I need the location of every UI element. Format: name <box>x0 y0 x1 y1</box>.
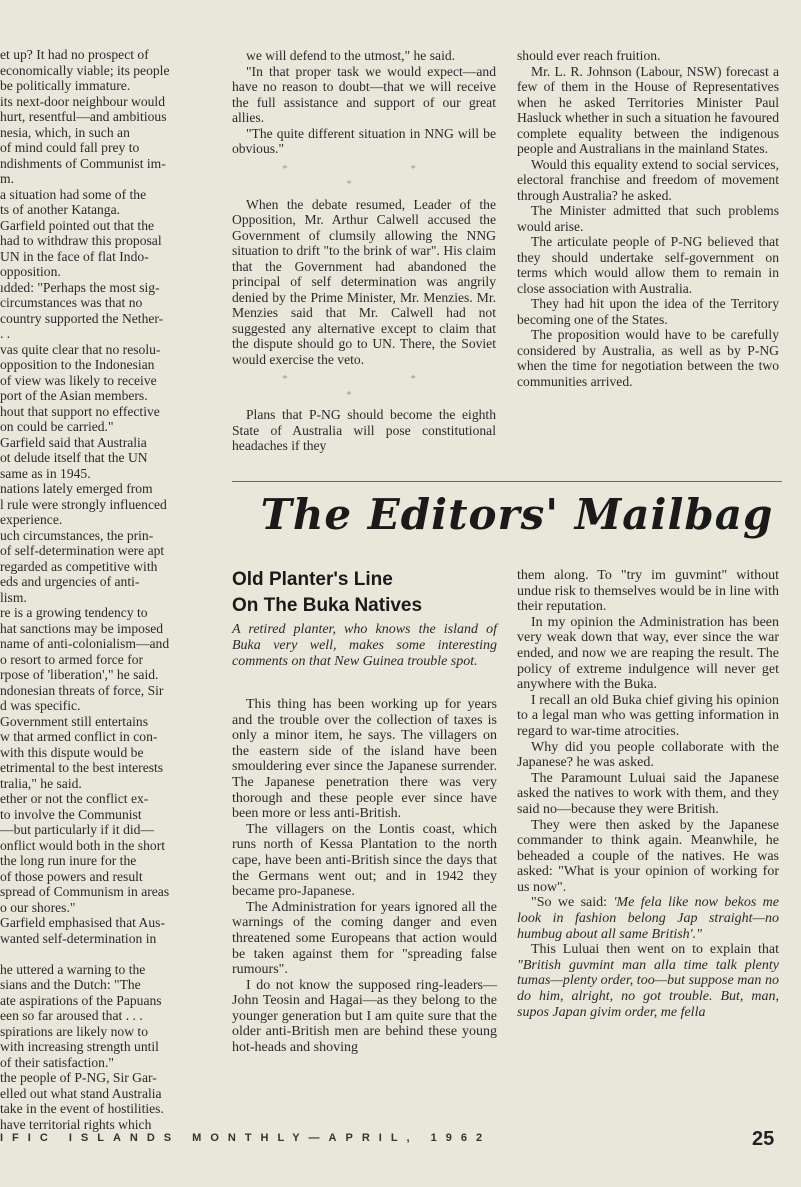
article-headline <box>232 567 502 619</box>
text-line: the people of P-NG, Sir Gar- <box>0 1070 157 1085</box>
text-line: ate aspirations of the Papuans <box>0 992 162 1008</box>
text-line: w that armed conflict in con- <box>0 729 158 744</box>
text-line: of those powers and result <box>0 868 143 884</box>
text-line: onflict would both in the short <box>0 837 165 853</box>
text-line: regarded as competitive with <box>0 558 158 574</box>
text-line: wanted self-determination in <box>0 930 157 946</box>
pidgin-quote: 'Me fela like now bekos me look in fashion belong Jap straight—no humbug about all same British'." <box>517 895 779 942</box>
paragraph: They were then asked by the Japanese commander to think again. Meanwhile, he beheaded a couple of the natives. He was asked: "What is your opinion of working for us now". <box>517 817 779 895</box>
text-line: spread of Communism in areas <box>0 884 170 899</box>
text-line: d was specific. <box>0 698 81 713</box>
text-line: rpose of 'liberation'," he said. <box>0 667 159 682</box>
paragraph: "The quite different situation in NNG will be obvious." <box>232 125 496 156</box>
headline-line-2: On The Buka Natives <box>232 595 423 616</box>
text-line: ot delude itself that the UN <box>0 450 148 465</box>
text-line: nesia, which, in such an <box>0 124 130 140</box>
text-line: hout that support no effective <box>0 403 160 419</box>
text-line: port of the Asian members. <box>0 388 148 403</box>
text-line: spirations are likely now to <box>0 1023 148 1039</box>
text-line: have territorial rights which <box>0 1116 152 1132</box>
paragraph: The articulate people of P-NG believed that they should undertake self-government on terms which would allow them to remain in close association with Australia. <box>517 234 779 296</box>
text-line: the long run inure for the <box>0 853 137 868</box>
paragraph-lead: This Luluai then went on to explain that <box>531 942 779 958</box>
section-divider: * * * <box>282 162 476 190</box>
text-line: with increasing strength until <box>0 1039 159 1054</box>
text-line: etrimental to the best interests <box>0 760 164 775</box>
text-line: eds and urgencies of anti- <box>0 574 140 589</box>
page-footer <box>0 1128 801 1152</box>
text-line: its next-door neighbour would <box>0 93 165 109</box>
paragraph: In my opinion the Administration has been very weak down that way, ever since the war ended, and now we are reaping the result. The policy of extreme indulgence will never get anywhere with the Buka. <box>517 614 779 693</box>
paragraph: The Administration for years ignored all the warnings of the coming danger and even threatened some Europeans that action would be taken against them for "spreading false rumours". <box>232 899 497 978</box>
text-line: —but particularly if it did— <box>0 822 155 837</box>
text-line: et up? It had no prospect of <box>0 47 149 62</box>
paragraph: "In that proper task we would expect—and have no reason to doubt—that we will receive the full assistance and support of our great allies. <box>232 63 496 125</box>
text-line: opposition to the Indonesian <box>0 357 155 372</box>
paragraph: should ever reach fruition. <box>517 48 661 63</box>
paragraph: The villagers on the Lontis coast, which runs north of Kessa Plantation to the north cape, have been anti-British since the days that the Germans went out; and in 1942 they became pro-Japanese. <box>232 821 497 900</box>
text-line: Garfield pointed out that the <box>0 217 155 233</box>
text-line: uch circumstances, the prin- <box>0 527 154 543</box>
text-line: of view was likely to receive <box>0 372 157 388</box>
paragraph: we will defend to the utmost," he said. <box>246 48 456 63</box>
paragraph <box>517 895 779 942</box>
right-column-text <box>517 48 779 473</box>
text-line: UN in the face of flat Indo- <box>0 248 149 264</box>
text-line: lism. <box>0 589 27 605</box>
paragraph: When the debate resumed, Leader of the Opposition, Mr. Arthur Calwell accused the Government of clumsily allowing the NNG situation to drift "to the brink of war". His claim that the Government had abandoned the principal of self determination was angrily denied by the Prime Minister, Mr. Menzies. Mr. Menzies said that Mr. Calwell had not suggested any alternative except to claim that the dispute should go to UN. There, the Soviet would exercise the veto. <box>232 196 496 367</box>
text-line: re is a growing tendency to <box>0 605 148 620</box>
paragraph-lead: "So we said: <box>531 895 614 911</box>
paragraph: Mr. L. R. Johnson (Labour, NSW) forecast a few of them in the House of Representatives when he asked Territories Minister Paul Hasluck whether in such a situation he favoured complete equality between the indigenous people and Australians in the mainland States. <box>517 63 779 156</box>
text-line: of mind could fall prey to <box>0 140 140 155</box>
paragraph: They had hit upon the idea of the Territory becoming one of the States. <box>517 296 779 327</box>
text-line: ıdded: "Perhaps the most sig- <box>0 279 160 295</box>
paragraph: I do not know the supposed ring-leaders—John Teosin and Hagai—as they belong to the younger generation but I am quite sure that the older anti-British men are behind these young hot-heads and shoving <box>232 977 497 1056</box>
text-line: of their satisfaction." <box>0 1054 114 1070</box>
text-line: vas quite clear that no resolu- <box>0 341 161 357</box>
text-line: on could be carried." <box>0 419 114 434</box>
text-line: o resort to armed force for <box>0 651 144 667</box>
publication-name: IFIC ISLANDS MONTHLY—APRIL, 1962 <box>0 1132 492 1144</box>
text-line: . . <box>0 326 11 341</box>
paragraph: This thing has been working up for years and the trouble over the collection of taxes is only a minor item, he says. The villagers on the eastern side of the island have been smouldering ever since the Japanese surrender. The Japanese penetration there was very thorough and these people ever since have been more or less anti-British. <box>232 697 497 822</box>
pidgin-quote: "British guvmint man alla time talk plenty tumas—plenty order, too—but suppose man no do him, alright, no got trouble. But, man, supos Japan givim order, me fella <box>517 957 779 1020</box>
text-line: sians and the Dutch: "The <box>0 977 141 992</box>
text-line: Garfield emphasised that Aus- <box>0 915 165 930</box>
paragraph: Would this equality extend to social services, electoral franchise and freedom of movement through Australia? he asked. <box>517 156 779 203</box>
paragraph: The Paramount Luluai said the Japanese asked the natives to work with them, and they said no—because they were British. <box>517 770 779 817</box>
text-line: l rule were strongly influenced <box>0 496 167 512</box>
text-line: same as in 1945. <box>0 465 91 481</box>
text-line: ts of another Katanga. <box>0 202 121 217</box>
left-column-text <box>0 47 213 1132</box>
paragraph: them along. To "try im guvmint" without undue risk to themselves would be in line with their reputation. <box>517 568 779 615</box>
text-line: m. <box>0 171 14 186</box>
article-intro: A retired planter, who knows the island of Buka very well, makes some interesting comments on that New Guinea trouble spot. <box>232 622 497 669</box>
text-line: experience. <box>0 512 63 527</box>
text-line: hat sanctions may be imposed <box>0 620 164 636</box>
text-line: of self-determination were apt <box>0 543 165 558</box>
text-line: he uttered a warning to the <box>0 961 146 977</box>
text-line: take in the event of hostilities. <box>0 1101 164 1116</box>
section-divider: * * * <box>282 373 476 401</box>
text-line: with this dispute would be <box>0 744 144 760</box>
mailbag-column-right <box>517 568 779 1081</box>
text-line <box>0 946 213 962</box>
text-line: country supported the Nether- <box>0 310 164 326</box>
text-line: hurt, resentful—and ambitious <box>0 109 167 124</box>
page-number: 25 <box>752 1128 775 1150</box>
mailbag-masthead: The Editors' Mailbag <box>260 490 774 539</box>
text-line: circumstances was that no <box>0 295 143 310</box>
text-line: Garfield said that Australia <box>0 434 147 450</box>
paragraph: The Minister admitted that such problems would arise. <box>517 203 779 234</box>
middle-column-text <box>232 48 496 473</box>
text-line: a situation had some of the <box>0 186 147 202</box>
text-line: ndishments of Communist im- <box>0 155 166 171</box>
paragraph: The proposition would have to be carefully considered by Australia, as well as by P-NG when the time for negotiation between the two communities arrived. <box>517 327 779 389</box>
text-line: een so far aroused that . . . <box>0 1008 143 1023</box>
text-line: elled out what stand Australia <box>0 1085 162 1101</box>
text-line: o our shores." <box>0 899 76 915</box>
text-line: had to withdraw this proposal <box>0 233 162 248</box>
text-line: economically viable; its people <box>0 62 170 78</box>
text-line: ndonesian threats of force, Sir <box>0 682 164 698</box>
text-line: tralia," he said. <box>0 775 82 791</box>
text-line: name of anti-colonialism—and <box>0 636 170 651</box>
text-line: to involve the Communist <box>0 806 142 822</box>
mailbag-column-left <box>232 697 497 1081</box>
paragraph: Why did you people collaborate with the Japanese? he was asked. <box>517 739 779 771</box>
text-line: nations lately emerged from <box>0 481 153 496</box>
headline-line-1: Old Planter's Line <box>232 569 393 590</box>
text-line: be politically immature. <box>0 78 131 93</box>
paragraph: I recall an old Buka chief giving his opinion to a legal man who was getting information in regard to war-time atrocities. <box>517 692 779 739</box>
text-line: ether or not the conflict ex- <box>0 791 149 806</box>
paragraph: Plans that P-NG should become the eighth State of Australia will pose constitutional headaches if they <box>232 407 496 453</box>
section-rule <box>232 481 782 482</box>
text-line: opposition. <box>0 264 61 279</box>
paragraph <box>517 942 779 1020</box>
text-line: Government still entertains <box>0 713 148 729</box>
